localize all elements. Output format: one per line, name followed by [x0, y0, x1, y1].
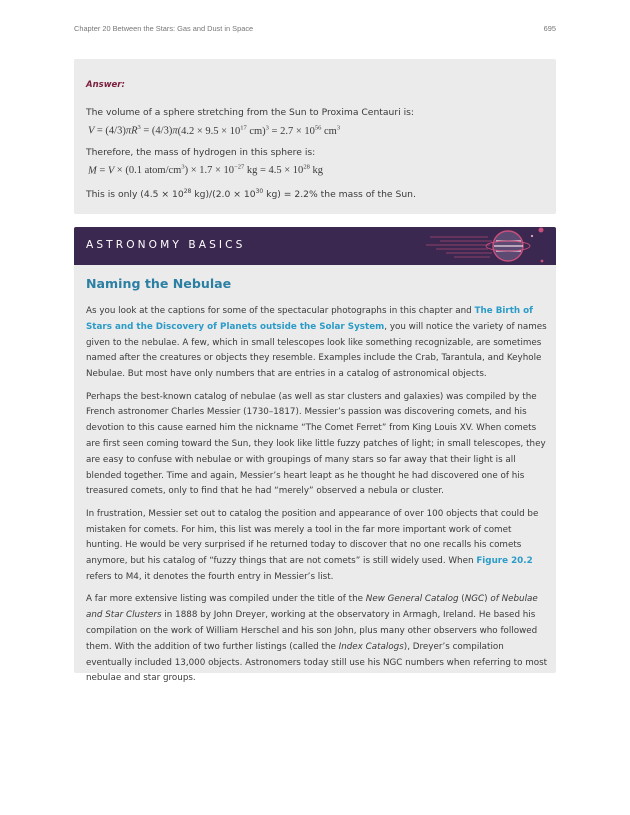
chapter-link[interactable]: The Birth of Stars and the Discovery of Planets outside the Solar System [86, 306, 533, 332]
feature-banner [74, 227, 556, 265]
paragraph: In frustration, Messier set out to catalog the position and appearance of over 100 objects that could be mistaken for comets. For him, this list was merely a tool in the far more important work of comet hunting. He would be very surprised if he returned today to discover that no one recalls his comets anymore, but his catalog of “fuzzy things that are not comets” is still widely used. When Figure 20.2 refers to M4, it denotes the fourth entry in Messier’s list. [86, 508, 539, 582]
feature-banner-title: ASTRONOMY BASICS [86, 239, 246, 251]
astronomy-basics-feature [74, 227, 556, 684]
chapter-title: Chapter 20 Between the Stars: Gas and Dust in Space [74, 24, 254, 33]
answer-box [74, 59, 556, 214]
answer-therefore: Therefore, the mass of hydrogen in this sphere is: [86, 146, 316, 158]
paragraph: A far more extensive listing was compiled under the title of the New General Catalog (NGC) of Nebulae and Star Clusters in 1888 by John Dreyer, working at the observatory in Armagh, Ireland. He based his compilation on the work of William Herschel and his son John, plus many other observers who followed them. With the addition of two further listings (called the Index Catalogs), Dreyer’s compilation eventually included 13,000 objects. Astronomers today still use his NGC numbers when referring to most nebulae and star groups. [86, 594, 548, 684]
figure-link[interactable]: Figure 20.2 [476, 556, 533, 567]
telescope-planet-icon [426, 227, 556, 265]
answer-intro: The volume of a sphere stretching from the Sun to Proxima Centauri is: [86, 107, 415, 118]
paragraph: Perhaps the best-known catalog of nebulae (as well as star clusters and galaxies) was compiled by the French astronomer Charles Messier (1730–1817). Messier’s passion was discovering comets, and his devotion to this cause earned him the nickname “The Comet Ferret” from King Louis XV. When comets are first seen coming toward the Sun, they look like little fuzzy patches of light; in small telescopes, they are easy to confuse with nebulae or with groupings of many stars so far away that their light is all blended together. Time and again, Messier’s heart leapt as he thought he had discovered one of his treasured comets, only to find that he had “merely” observed a nebula or cluster. [86, 391, 546, 497]
answer-result: This is only ($4.5 \times 10^{28}$ $kg)/(2.0 \times 10^{30}$ kg) = 2.2% the mass of the Sun. [86, 188, 416, 201]
page-number: 695 [543, 24, 556, 33]
volume-equation: $V = (4/3)\pi R^3 = (4/3)\pi(4.2 \times 9.5 \times 10^{17}$ $cm)^3 = 2.7 \times 10^{56}$ $cm^3$ [88, 124, 341, 137]
feature-title: Naming the Nebulae [86, 276, 232, 291]
answer-label: Answer: [86, 80, 125, 90]
mass-equation: M = V × (0.1 atom/$cm^3) \times 1.7 \times 10^{-27}$ kg = $4.5 \times 10^{28}$ kg [88, 163, 323, 176]
paragraph: As you look at the captions for some of the spectacular photographs in this chapter and The Birth of Stars and the Discovery of Planets outside the Solar System, you will notice the variety of names given to the nebulae. A few, which in small telescopes look like something recognizable, are sometimes named after the creatures or objects they resemble. Examples include the Crab, Tarantula, and Keyhole Nebulae. But most have only numbers that are entries in a catalog of astronomical objects. [86, 306, 547, 380]
running-header [74, 24, 556, 33]
feature-body [86, 304, 548, 694]
